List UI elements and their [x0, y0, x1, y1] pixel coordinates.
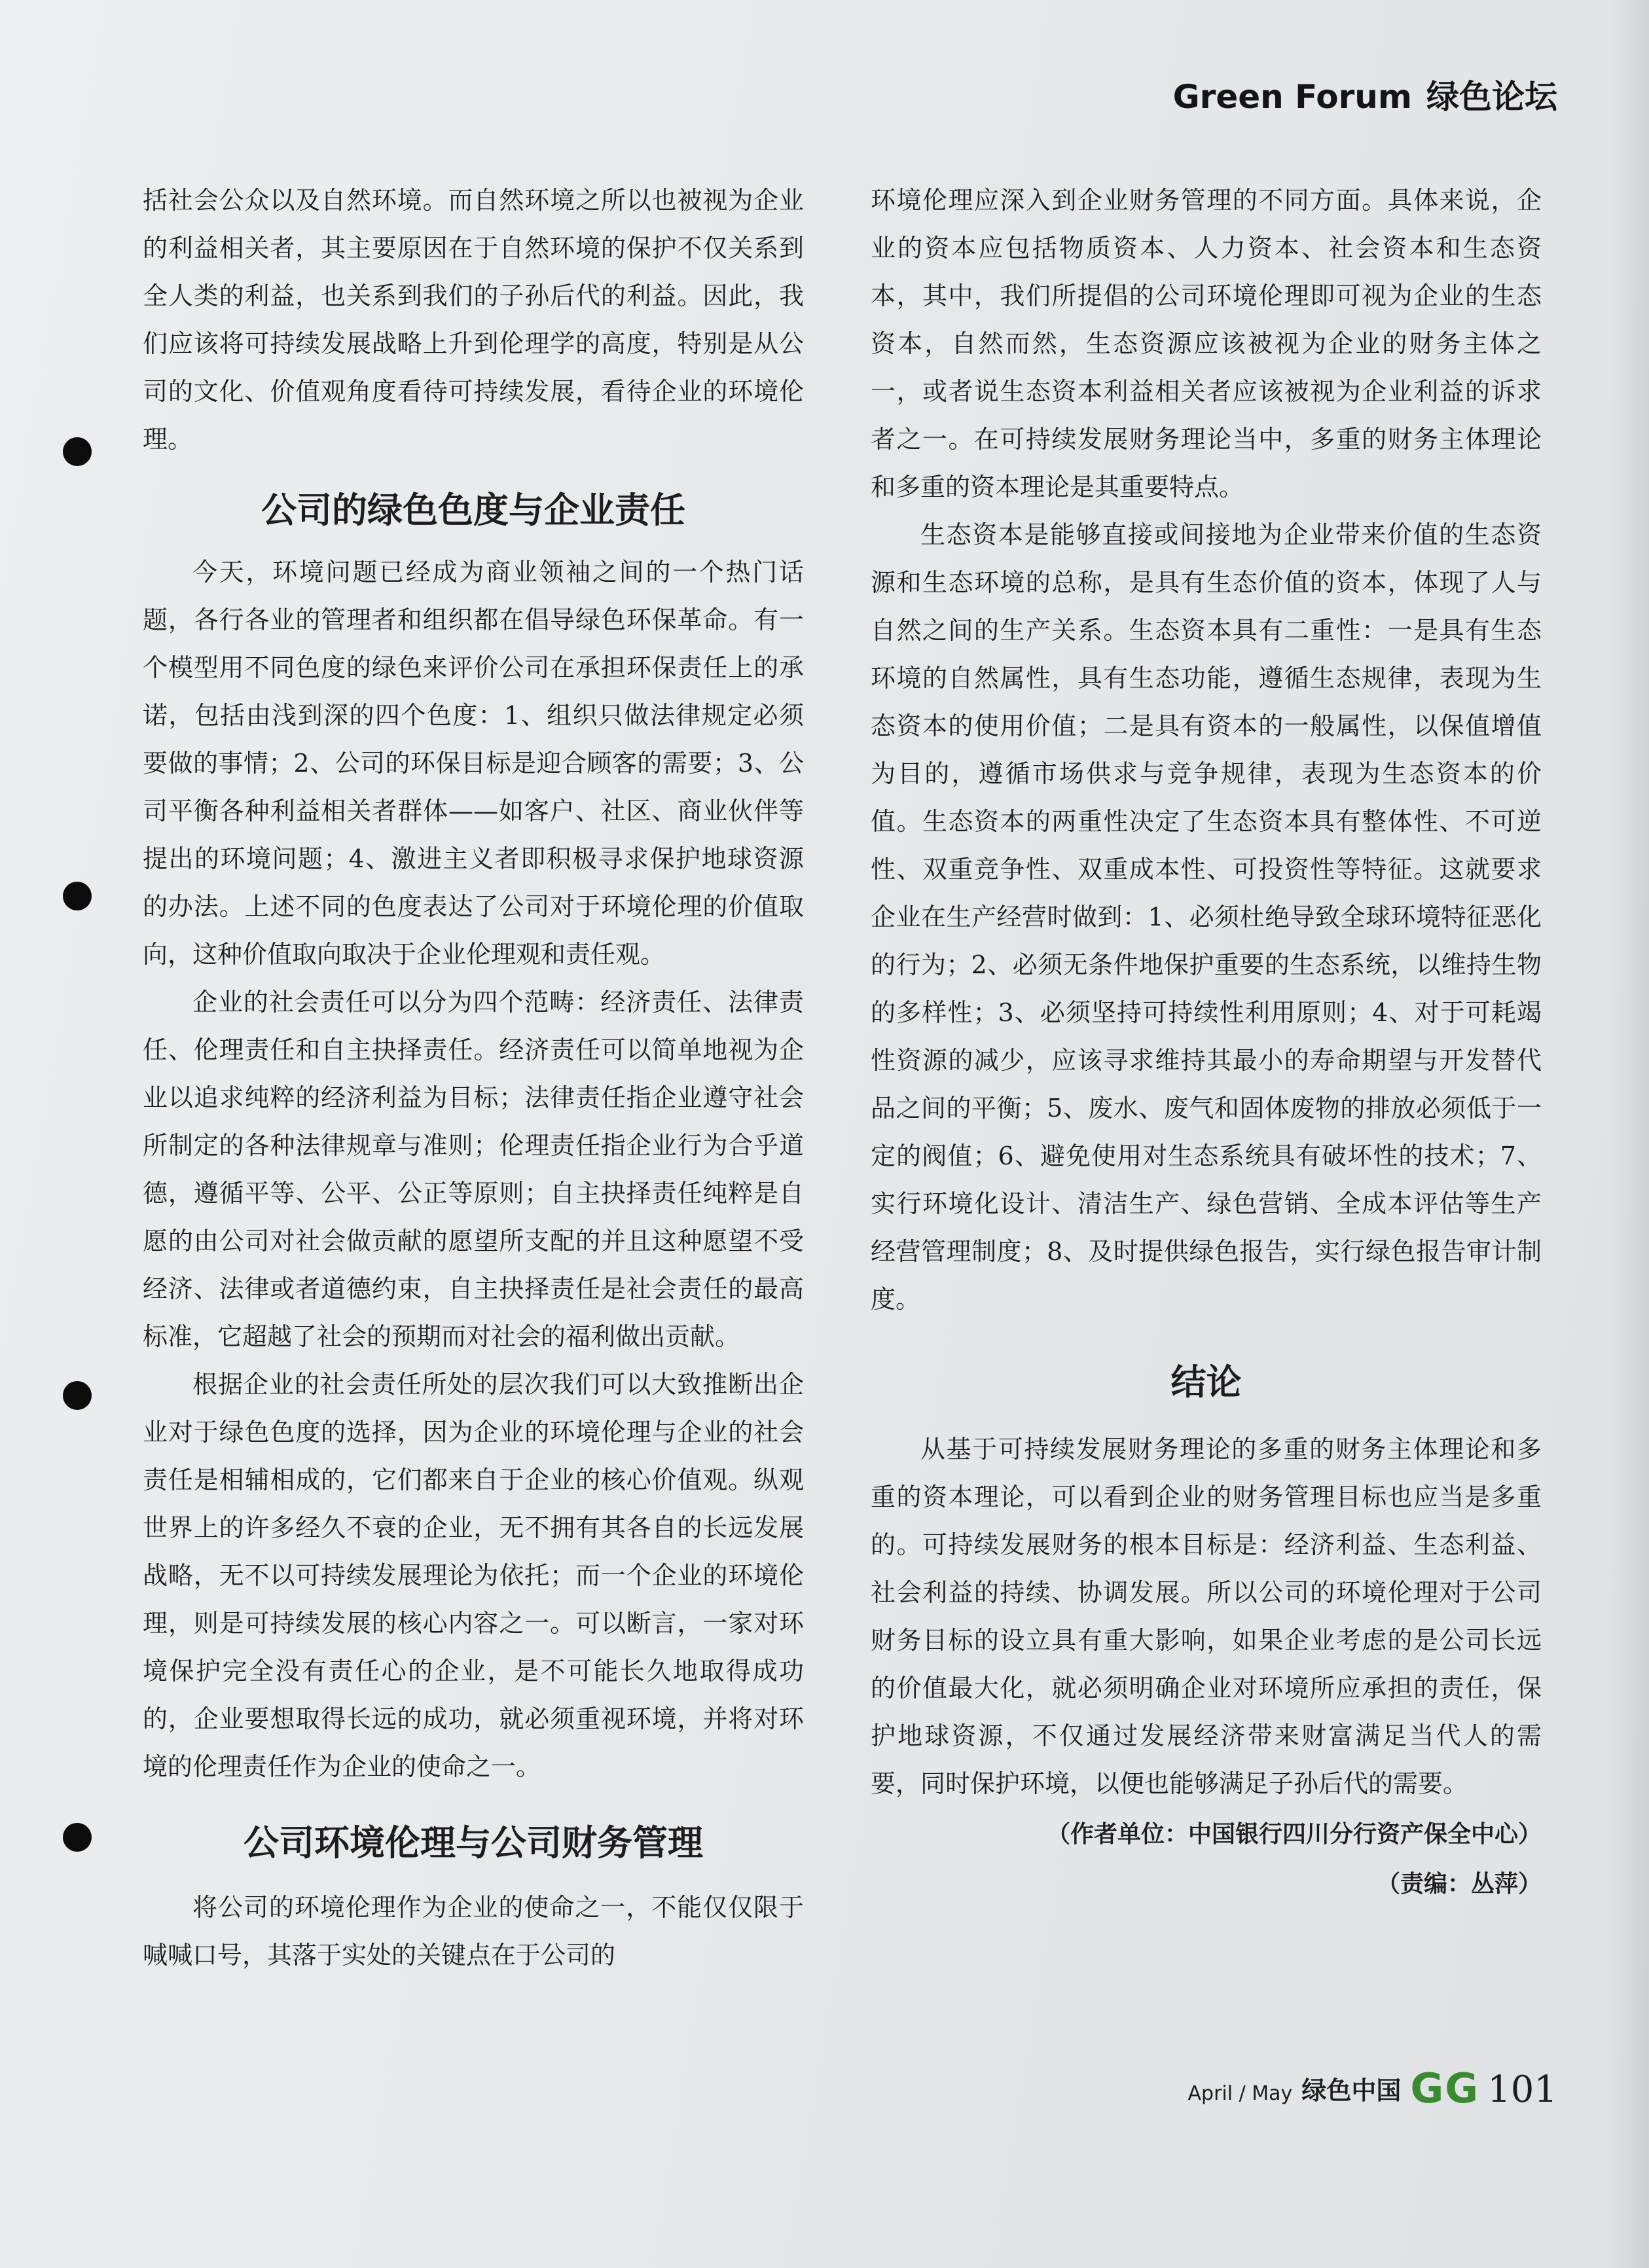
section-heading: 结论 — [1170, 1361, 1242, 1403]
page-edge-shadow — [1610, 0, 1649, 2268]
paragraph: 环境伦理应深入到企业财务管理的不同方面。具体来说，企业的资本应包括物质资本、人力资本、社会资本和生态资本，其中，我们所提倡的公司环境伦理即可视为企业的生态资本，自然而然，生态资源应该被视为企业的财务主体之一，或者说生态资本利益相关者应该被视为企业利益的诉求者之一。在可持续发展财务理论当中，多重的财务主体理论和多重的资本理论是其重要特点。 — [871, 186, 1542, 501]
right-column — [871, 177, 1542, 1907]
section-header — [1173, 71, 1557, 118]
binder-hole-icon — [63, 882, 92, 910]
section-heading: 公司环境伦理与公司财务管理 — [244, 1822, 703, 1863]
paragraph: 括社会公众以及自然环境。而自然环境之所以也被视为企业的利益相关者，其主要原因在于自然环境的保护不仅关系到全人类的利益，也关系到我们的子孙后代的利益。因此，我们应该将可持续发展战略上升到伦理学的高度，特别是从公司的文化、价值观角度看待可持续发展，看待企业的环境伦理。 — [143, 186, 804, 454]
issue-date: April / May — [1187, 2082, 1293, 2105]
paragraph: 今天，环境问题已经成为商业领袖之间的一个热门话题，各行各业的管理者和组织都在倡导绿色环保革命。有一个模型用不同色度的绿色来评价公司在承担环保责任上的承诺，包括由浅到深的四个色度：1、组织只做法律规定必须要做的事情；2、公司的环保目标是迎合顾客的需要；3、公司平衡各种利益相关者群体——如客户、社区、商业伙伴等提出的环境问题；4、激进主义者即积极寻求保护地球资源的办法。上述不同的色度表达了公司对于环境伦理的价值取向，这种价值取向取决于企业伦理观和责任观。 — [143, 558, 804, 969]
binder-hole-icon — [63, 1381, 92, 1410]
page-number: 101 — [1487, 2068, 1557, 2111]
paragraph: 生态资本是能够直接或间接地为企业带来价值的生态资源和生态环境的总称，是具有生态价值的资本，体现了人与自然之间的生产关系。生态资本具有二重性：一是具有生态环境的自然属性，具有生态功能，遵循生态规律，表现为生态资本的使用价值；二是具有资本的一般属性，以保值增值为目的，遵循市场供求与竞争规律，表现为生态资本的价值。生态资本的两重性决定了生态资本具有整体性、不可逆性、双重竞争性、双重成本性、可投资性等特征。这就要求企业在生产经营时做到：1、必须杜绝导致全球环境特征恶化的行为；2、必须无条件地保护重要的生态系统，以维持生物的多样性；3、必须坚持可持续性利用原则；4、对于可耗竭性资源的减少，应该寻求维持其最小的寿命期望与开发替代品之间的平衡；5、废水、废气和固体废物的排放必须低于一定的阀值；6、避免使用对生态系统具有破坏性的技术；7、实行环境化设计、清洁生产、绿色营销、全成本评估等生产经营管理制度；8、及时提供绿色报告，实行绿色报告审计制度。 — [871, 520, 1542, 1314]
section-header-cn: 绿色论坛 — [1426, 78, 1557, 116]
magazine-logo-icon: G G — [1410, 2064, 1479, 2112]
section-header-en: Green Forum — [1172, 78, 1412, 116]
binder-hole-icon — [63, 437, 92, 466]
section-heading: 公司的绿色色度与企业责任 — [261, 490, 685, 531]
paragraph: 根据企业的社会责任所处的层次我们可以大致推断出企业对于绿色色度的选择，因为企业的环境伦理与企业的社会责任是相辅相成的，它们都来自于企业的核心价值观。纵观世界上的许多经久不衰的企业，无不拥有其各自的长远发展战略，无不以可持续发展理论为依托；而一个企业的环境伦理，则是可持续发展的核心内容之一。可以断言，一家对环境保护完全没有责任心的企业，是不可能长久地取得成功的，企业要想取得长远的成功，就必须重视环境，并将对环境的伦理责任作为企业的使命之一。 — [143, 1370, 804, 1781]
paragraph: 从基于可持续发展财务理论的多重的财务主体理论和多重的资本理论，可以看到企业的财务管理目标也应当是多重的。可持续发展财务的根本目标是：经济利益、生态利益、社会利益的持续、协调发展。所以公司的环境伦理对于公司财务目标的设立具有重大影响，如果企业考虑的是公司长远的价值最大化，就必须明确企业对环境所应承担的责任，保护地球资源，不仅通过发展经济带来财富满足当代人的需要，同时保护环境，以便也能够满足子孙后代的需要。 — [871, 1435, 1542, 1798]
editor-credit: （责编：丛萍） — [1376, 1871, 1542, 1898]
author-affiliation: （作者单位：中国银行四川分行资产保全中心） — [1046, 1821, 1542, 1848]
left-column — [143, 177, 804, 1979]
binder-hole-icon — [63, 1823, 92, 1852]
magazine-name: 绿色中国 — [1301, 2076, 1402, 2105]
paragraph: 企业的社会责任可以分为四个范畴：经济责任、法律责任、伦理责任和自主抉择责任。经济责任可以简单地视为企业以追求纯粹的经济利益为目标；法律责任指企业遵守社会所制定的各种法律规章与准则；伦理责任指企业行为合乎道德，遵循平等、公平、公正等原则；自主抉择责任纯粹是自愿的由公司对社会做贡献的愿望所支配的并且这种愿望不受经济、法律或者道德约束，自主抉择责任是社会责任的最高标准，它超越了社会的预期而对社会的福利做出贡献。 — [143, 988, 804, 1351]
paragraph: 将公司的环境伦理作为企业的使命之一，不能仅仅限于喊喊口号，其落于实处的关键点在于公司的 — [143, 1893, 804, 1970]
page-footer — [1187, 2064, 1557, 2112]
